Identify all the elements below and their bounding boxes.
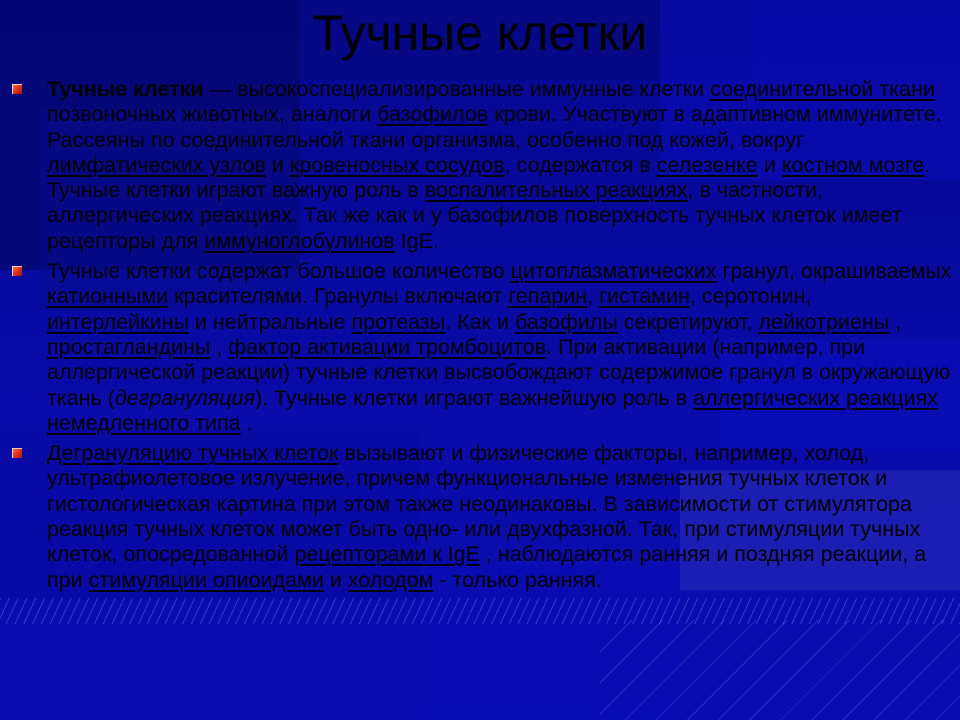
- hyperlink[interactable]: гистамин: [599, 284, 690, 309]
- text-run: . Как и: [445, 309, 515, 334]
- text-run: , серотонин,: [689, 284, 812, 309]
- hyperlink[interactable]: кровеносных сосудов: [289, 152, 505, 177]
- hyperlink[interactable]: аллергических реакциях немедленного типа: [47, 385, 938, 435]
- bullet-paragraph: [47, 77, 952, 254]
- hyperlink[interactable]: воспалительных реакциях: [424, 178, 688, 203]
- hyperlink[interactable]: костном мозге: [781, 152, 925, 177]
- text-run: и нейтральные: [188, 309, 352, 334]
- text-run: , содержатся в: [504, 152, 657, 177]
- text-run: ). Тучные клетки играют важнейшую роль в: [254, 385, 694, 410]
- text-run: , наблюдаются ранняя и поздняя реакции, а при: [47, 542, 927, 592]
- hyperlink[interactable]: иммуноглобулинов: [204, 228, 395, 253]
- text-run: .: [240, 410, 253, 435]
- square-bullet-icon: [12, 84, 22, 94]
- hyperlink[interactable]: рецепторами к IgE: [294, 542, 480, 567]
- hyperlink[interactable]: стимуляции опиоидами: [88, 567, 324, 592]
- text-run: позвоночных животных, аналоги: [47, 102, 378, 127]
- slide-content: [0, 77, 960, 720]
- hyperlink[interactable]: селезенке: [656, 152, 758, 177]
- text-run: и: [323, 567, 348, 592]
- hyperlink[interactable]: базофилы: [514, 309, 618, 334]
- bullet-paragraph: [47, 441, 952, 593]
- bullet-item: [0, 259, 960, 436]
- hyperlink[interactable]: цитоплазматических: [510, 259, 717, 284]
- hyperlink[interactable]: гепарин: [508, 284, 588, 309]
- text-run: красителями. Гранулы включают: [168, 284, 509, 309]
- italic-term: дегрануляция: [114, 385, 255, 410]
- text-run: — высокоспециализированные иммунные клетки: [203, 77, 711, 101]
- hyperlink[interactable]: интерлейкины: [47, 309, 189, 334]
- text-run: ,: [210, 334, 229, 359]
- square-bullet-icon: [12, 448, 22, 458]
- text-run: Тучные клетки содержат большое количество: [47, 259, 511, 284]
- text-run: и: [757, 152, 782, 177]
- text-run: . При активации (например, при аллергической реакции) тучные клетки высвобождают содержимое гранул в окружающую ткань (: [47, 334, 951, 410]
- bullet-item: [0, 77, 960, 254]
- bold-term: Тучные клетки: [47, 77, 204, 101]
- hyperlink[interactable]: протеазы: [351, 309, 446, 334]
- text-run: - только ранняя.: [433, 567, 602, 592]
- text-run: ,: [587, 284, 600, 309]
- text-run: секретируют,: [617, 309, 759, 334]
- bullet-item: [0, 441, 960, 593]
- bullet-paragraph: [47, 259, 952, 436]
- hyperlink[interactable]: простагландины: [47, 334, 211, 359]
- text-run: вызывают и физические факторы, например, холод, ультрафиолетовое излучение, причем функциональные изменения тучных клеток и гистологическая картина при этом также неодинаковы. В зависимости от стимулятора реакция тучных клеток может быть одно- или двухфазной. Так, при стимуляции тучных клеток, опосредованной: [47, 441, 921, 567]
- slide-title: Тучные клетки: [312, 5, 648, 61]
- text-run: гранул, окрашиваемых: [716, 259, 952, 284]
- square-bullet-icon: [12, 266, 22, 276]
- hyperlink[interactable]: фактор активации тромбоцитов: [228, 334, 546, 359]
- text-run: , в частности, аллергических реакциях. Так же как и у базофилов поверхность тучных клеток имеет рецепторы для: [47, 178, 902, 253]
- hyperlink[interactable]: соединительной ткани: [710, 77, 935, 101]
- hyperlink[interactable]: катионными: [47, 284, 169, 309]
- hyperlink[interactable]: лимфатических узлов: [47, 152, 266, 177]
- hyperlink[interactable]: холодом: [347, 567, 434, 592]
- text-run: ,: [889, 309, 902, 334]
- hyperlink[interactable]: лейкотриены: [758, 309, 890, 334]
- text-run: . Тучные клетки играют важную роль в: [47, 152, 931, 203]
- hyperlink[interactable]: Дегрануляцию тучных клеток: [47, 441, 339, 466]
- text-run: IgE.: [394, 228, 439, 253]
- text-run: и: [265, 152, 290, 177]
- hyperlink[interactable]: базофилов: [377, 102, 489, 127]
- text-run: крови. Участвуют в адаптивном иммунитете. Рассеяны по соединительной ткани организма, особенно под кожей, вокруг: [47, 102, 942, 152]
